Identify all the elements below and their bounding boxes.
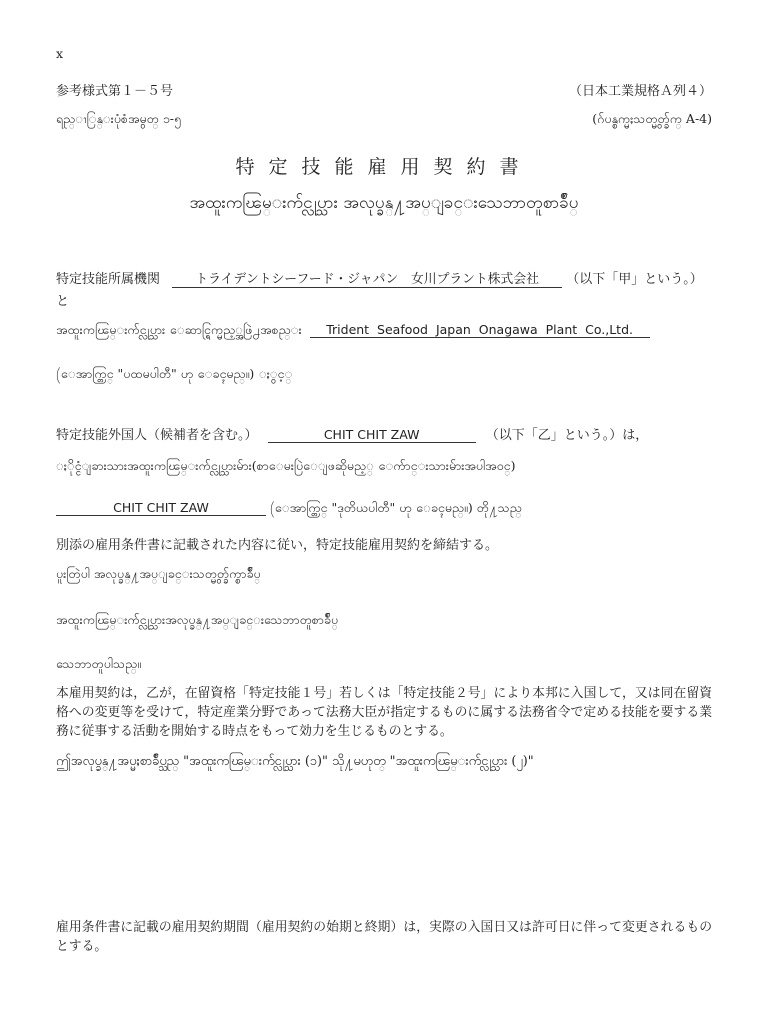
party-a-my-row [56, 322, 650, 341]
party-a-and: と [56, 294, 70, 309]
party-a-row [56, 268, 703, 288]
paper-standard-my: (ဂ်ပန္စက္မႈသတ္မွတ္ခ်က္ A-4) [592, 111, 712, 126]
period-note-jp: 雇用条件書に記載の雇用契約期間（雇用契約の始期と終期）は，実際の入国日又は許可日に伴って変更されるものとする。 [56, 920, 713, 954]
party-b-name: CHIT CHIT ZAW [268, 427, 476, 443]
agreement-my-line3: သေဘာတူပါသည္။ [56, 656, 141, 671]
agreement-my-line1: ပူးတြဲပါ အလုပ္ခန္႔အပ္ျခင္းသတ္မွတ္ခ်က္စာခ်ဳပ္ [56, 566, 261, 581]
form-number-my: ရည္ၫြန္းပုံစံအမွတ္ ၁-၅ [56, 111, 182, 126]
title-my: အထူးကၽြမ္းက်င္လုပ္သား အလုပ္ခန္႔အပ္ျခင္းသေဘာတူစာခ်ဳပ္ [189, 193, 579, 213]
party-a-suffix-my: (ေအာက္တြင္ "ပထမပါတီ" ဟု ေခၚမည္။) ႏွင့္ [56, 366, 293, 381]
paper-standard-jp: （日本工業規格Ａ列４） [568, 84, 712, 99]
party-a-name-jp: トライデントシーフード・ジャパン 女川プラント株式会社 [172, 268, 562, 288]
party-b-suffix-my: (ေအာက္တြင္ "ဒုတိယပါတီ" ဟု ေခၚမည္။) တို႔သည္ [269, 500, 522, 515]
agreement-my-line2: အထူးကၽြမ္းက်င္လုပ္သားအလုပ္ခန္႔အပ္ျခင္းသေဘာတူစာခ်ဳပ္ [56, 612, 339, 627]
party-a-label-my: အထူးကၽြမ္းက်င္လုပ္သား ေဆာင္ရြက္မည့္အဖြဲ႕အစည္း [56, 322, 302, 337]
party-b-my-row [56, 500, 522, 519]
effect-clause-jp: 本雇用契約は，乙が，在留資格「特定技能１号」若しくは「特定技能２号」により本邦に入国して，又は同在留資格への変更等を受けて，特定産業分野であって法務大臣が指定するものに属する法務省令で定める技能を要する業務に従事する活動を開始する時点をもって効力を生じるものとする。 [56, 686, 712, 739]
corner-mark: x [56, 46, 64, 61]
party-b-suffix-jp: （以下「乙」という。）は， [485, 428, 649, 443]
party-b-label-jp: 特定技能外国人（候補者を含む。） [56, 428, 258, 443]
party-b-name-2: CHIT CHIT ZAW [56, 500, 266, 516]
effect-clause-my: ဤအလုပ္ခန္႔အပ္မႈစာခ်ဳပ္သည္ "အထူးကၽြမ္းက်င္လုပ္သား (၁)" သို႔မဟုတ္ "အထူးကၽြမ္းက်င္လုပ္သား (၂)" [56, 754, 534, 769]
party-a-name-en: Trident Seafood Japan Onagawa Plant Co.,Ltd. [310, 322, 650, 338]
title-jp: 特定技能雇用契約書 [235, 156, 533, 178]
party-b-label-my: ႏိုင္ငံျခားသားအထူးကၽြမ္းက်င္လုပ္သားမ်ား(စာေမးပြဲေျဖဆိုမည့္ ေက်ာင္းသားမ်ားအပါအဝင္) [56, 458, 516, 473]
agreement-jp: 別添の雇用条件書に記載された内容に従い，特定技能雇用契約を締結する。 [56, 538, 499, 553]
form-number-jp: 参考様式第１－５号 [56, 84, 174, 99]
party-b-row [56, 424, 648, 443]
party-a-suffix-jp: （以下「甲」という。） [566, 272, 703, 287]
party-a-label-jp: 特定技能所属機関 [56, 272, 161, 287]
